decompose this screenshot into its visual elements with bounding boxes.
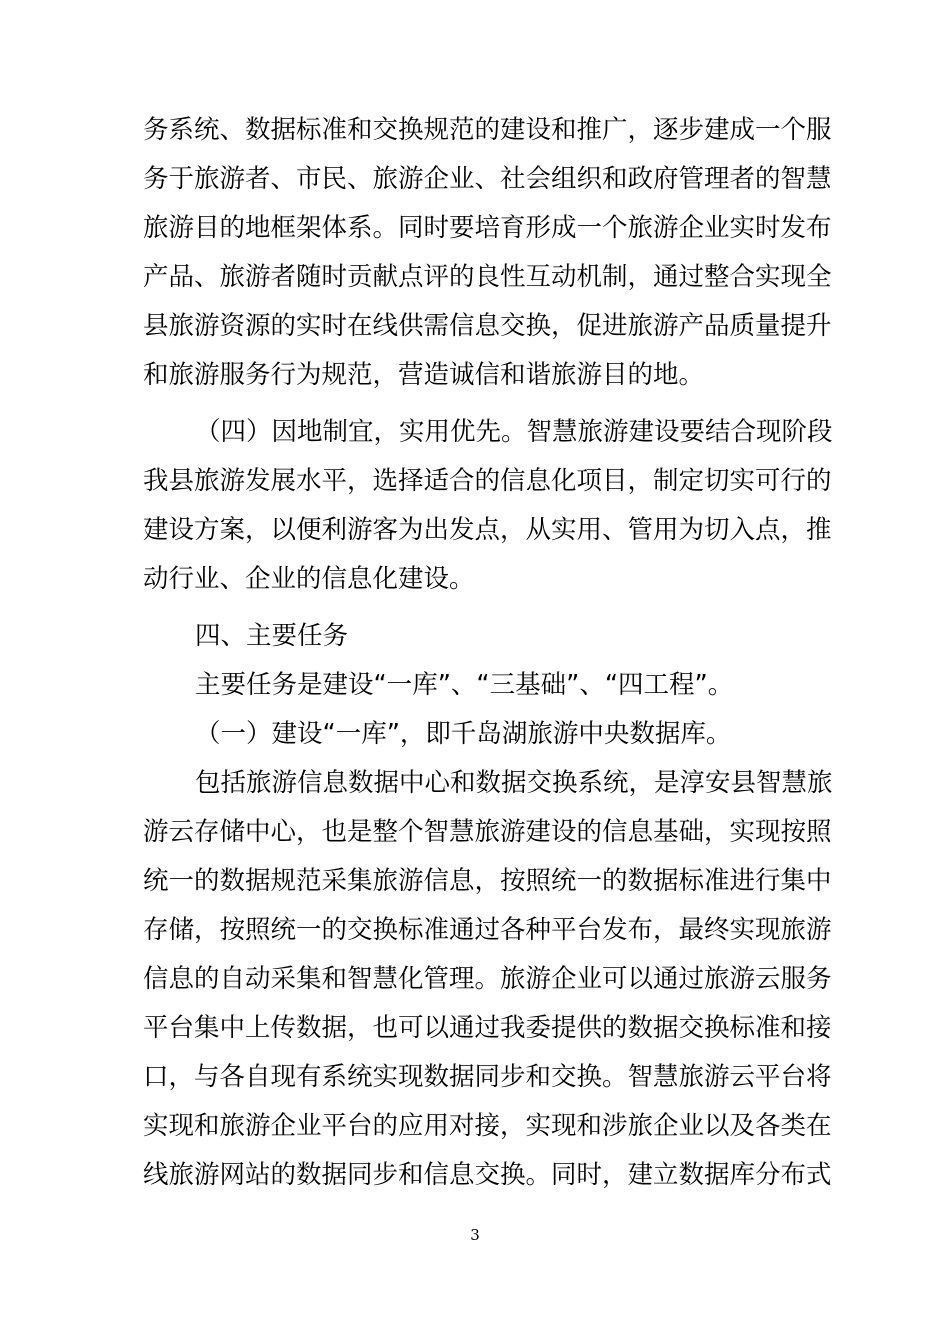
paragraph-principle-four bbox=[143, 408, 833, 604]
subsection-heading bbox=[143, 710, 827, 759]
page-body bbox=[143, 106, 833, 1200]
text-line: （四）因地制宜，实用优先。智慧旅游建设要结合现阶段 bbox=[195, 417, 833, 447]
text-line: 我县旅游发展水平，选择适合的信息化项目，制定切实可行的 bbox=[143, 466, 832, 496]
text-line: 产品、旅游者随时贡献点评的良性互动机制，通过整合实现全 bbox=[143, 262, 832, 292]
section-heading bbox=[143, 612, 827, 661]
text-line: 建设方案，以便利游客为出发点，从实用、管用为切入点，推 bbox=[143, 515, 832, 545]
text-line: 动行业、企业的信息化建设。 bbox=[143, 564, 475, 594]
text-line: 信息的自动采集和智慧化管理。旅游企业可以通过旅游云服务 bbox=[143, 964, 832, 994]
text-line: 实现和旅游企业平台的应用对接，实现和涉旅企业以及各类在 bbox=[143, 1111, 832, 1141]
text-line: 县旅游资源的实时在线供需信息交换，促进旅游产品质量提升 bbox=[143, 311, 832, 341]
text-line: 主要任务是建设“一库”、“三基础”、“四工程”。 bbox=[195, 670, 734, 700]
text-line: 务于旅游者、市民、旅游企业、社会组织和政府管理者的智慧 bbox=[143, 164, 832, 194]
text-line: 存储，按照统一的交换标准通过各种平台发布，最终实现旅游 bbox=[143, 915, 832, 945]
text-line: 口，与各自现有系统实现数据同步和交换。智慧旅游云平台将 bbox=[143, 1062, 832, 1092]
paragraph-project-goal bbox=[143, 106, 832, 400]
text-line: 旅游目的地框架体系。同时要培育形成一个旅游企业实时发布 bbox=[143, 213, 832, 243]
text-line: 游云存储中心，也是整个智慧旅游建设的信息基础，实现按照 bbox=[143, 817, 832, 847]
text-line: 线旅游网站的数据同步和信息交换。同时，建立数据库分布式 bbox=[143, 1160, 832, 1190]
text-line: 统一的数据规范采集旅游信息，按照统一的数据标准进行集中 bbox=[143, 866, 832, 896]
paragraph-task-summary bbox=[143, 661, 827, 710]
page-number: 3 bbox=[470, 1226, 480, 1244]
text-line: 包括旅游信息数据中心和数据交换系统，是淳安县智慧旅 bbox=[195, 768, 833, 798]
text-line: 务系统、数据标准和交换规范的建设和推广，逐步建成一个服 bbox=[143, 115, 832, 145]
subsection-heading-text: （一）建设“一库”，即千岛湖旅游中央数据库。 bbox=[195, 719, 732, 749]
section-heading-text: 四、主要任务 bbox=[195, 621, 349, 651]
text-line: 平台集中上传数据，也可以通过我委提供的数据交换标准和接 bbox=[143, 1013, 832, 1043]
paragraph-database-description bbox=[143, 759, 833, 1200]
text-line: 和旅游服务行为规范，营造诚信和谐旅游目的地。 bbox=[143, 360, 705, 390]
